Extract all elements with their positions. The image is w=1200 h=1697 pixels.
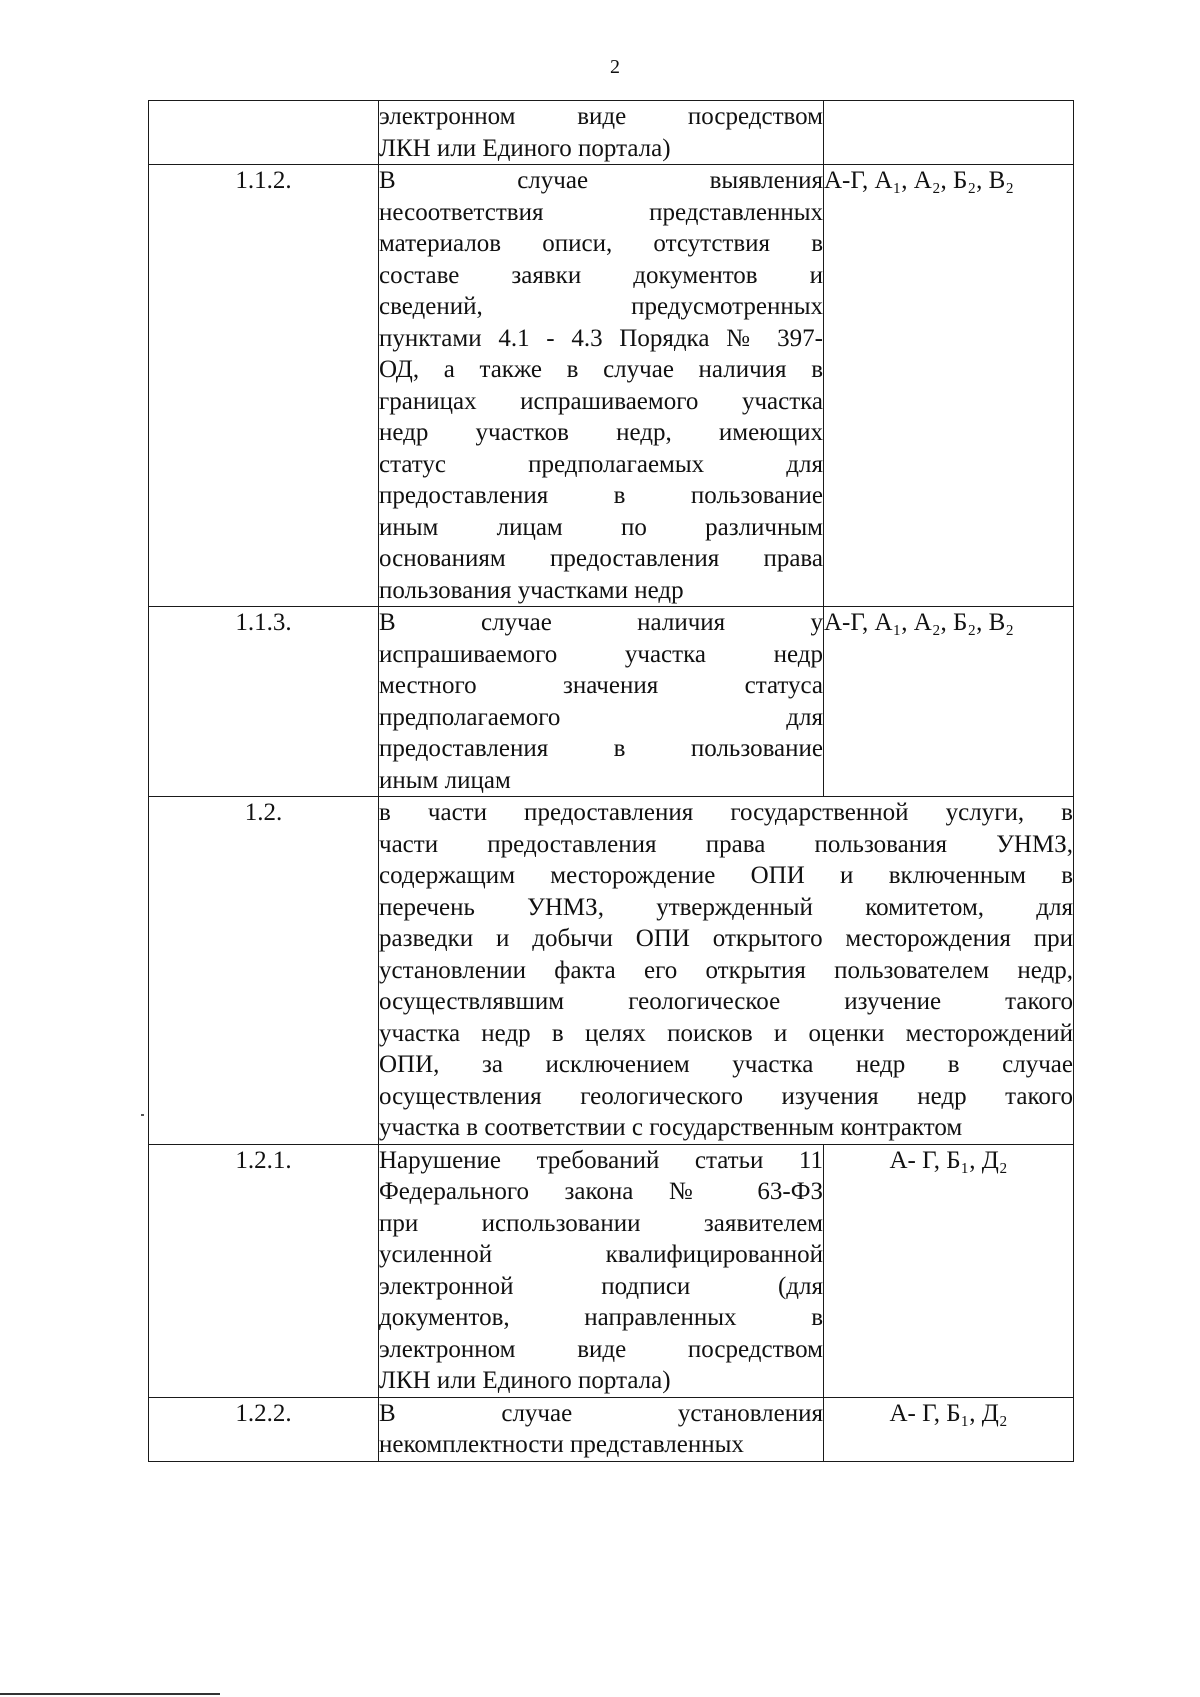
text-line: содержащим месторождение ОПИ и включенным в [379, 862, 1073, 889]
text-line: участка в соответствии с государственным контрактом [379, 1114, 963, 1141]
text-line: осуществлявшим геологическое изучение такого [379, 988, 1073, 1015]
text-line: основаниям предоставления права [379, 545, 823, 572]
text-line: испрашиваемого участка недр [379, 640, 823, 668]
table-row [149, 797, 1074, 1145]
text-line: иным лицам [379, 766, 511, 794]
clause-text [379, 101, 824, 165]
clause-number: 1.2.2. [149, 1397, 379, 1461]
clause-number: 1.1.3. [149, 607, 379, 797]
text-line: установлении факта его открытия пользователем недр, [379, 956, 1073, 984]
text-line: части предоставления права пользования УНМЗ, [379, 830, 1073, 858]
clause-text [379, 1397, 824, 1461]
text-line: предоставления в пользование [379, 482, 823, 509]
text-line: электронном виде посредством [379, 103, 823, 130]
text-line: электронном виде посредством [379, 1335, 823, 1363]
section-description [379, 797, 1074, 1145]
text-line: некомплектности представленных [379, 1431, 744, 1458]
text-line: несоответствия представленных [379, 198, 823, 226]
text-line: предоставления в пользование [379, 735, 823, 762]
text-line: ЛКН или Единого портала) [379, 1367, 671, 1394]
table-row [149, 1144, 1074, 1397]
text-line: в части предоставления государственной услуги, в [379, 799, 1073, 826]
clause-text [379, 607, 824, 797]
applicable-references: А-Г, А₁, А₂, Б₂, В₂ [824, 165, 1074, 607]
clause-text [379, 165, 824, 607]
table-row [149, 165, 1074, 607]
table-row [149, 607, 1074, 797]
text-line: границах испрашиваемого участка [379, 387, 823, 415]
clause-number: 1.1.2. [149, 165, 379, 607]
text-line: перечень УНМЗ, утвержденный комитетом, для [379, 893, 1073, 921]
text-line: документов, направленных в [379, 1304, 823, 1331]
table-row [149, 101, 1074, 165]
clause-number [149, 101, 379, 165]
text-line: недр участков недр, имеющих [379, 419, 823, 446]
applicable-references: А- Г, Б₁, Д₂ [824, 1397, 1074, 1461]
text-line: электронной подписи (для [379, 1272, 823, 1300]
text-line: материалов описи, отсутствия в [379, 230, 823, 257]
table-row [149, 1397, 1074, 1461]
text-line: ОПИ, за исключением участка недр в случае [379, 1051, 1073, 1078]
text-line: В случае установления [379, 1399, 823, 1427]
text-line: участка недр в целях поисков и оценки месторождений [379, 1019, 1073, 1047]
text-line: усиленной квалифицированной [379, 1241, 823, 1268]
page-number: 2 [610, 56, 620, 78]
text-line: пунктами 4.1 - 4.3 Порядка № 397- [379, 324, 823, 352]
text-line: В случае выявления [379, 167, 823, 194]
scan-artifact [141, 1114, 144, 1116]
text-line: составе заявки документов и [379, 261, 823, 289]
clause-number: 1.2. [149, 797, 379, 1145]
text-line: ЛКН или Единого портала) [379, 134, 671, 162]
text-line: предполагаемого для [379, 703, 823, 731]
applicable-references: А- Г, Б₁, Д₂ [824, 1144, 1074, 1397]
text-line: В случае наличия у [379, 609, 823, 636]
grounds-table [148, 100, 1074, 1462]
text-line: Нарушение требований статьи 11 [379, 1146, 823, 1174]
text-line: Федерального закона № 63-ФЗ [379, 1178, 823, 1205]
text-line: статус предполагаемых для [379, 450, 823, 478]
text-line: сведений, предусмотренных [379, 293, 823, 320]
footer-rule [0, 1693, 220, 1695]
applicable-references [824, 101, 1074, 165]
clause-number: 1.2.1. [149, 1144, 379, 1397]
text-line: разведки и добычи ОПИ открытого месторождения при [379, 925, 1073, 952]
text-line: при использовании заявителем [379, 1209, 823, 1237]
text-line: осуществления геологического изучения недр такого [379, 1082, 1073, 1110]
applicable-references: А-Г, А₁, А₂, Б₂, В₂ [824, 607, 1074, 797]
text-line: местного значения статуса [379, 672, 823, 699]
text-line: иным лицам по различным [379, 513, 823, 541]
clause-text [379, 1144, 824, 1397]
text-line: ОД, а также в случае наличия в [379, 356, 823, 383]
text-line: пользования участками недр [379, 576, 684, 604]
